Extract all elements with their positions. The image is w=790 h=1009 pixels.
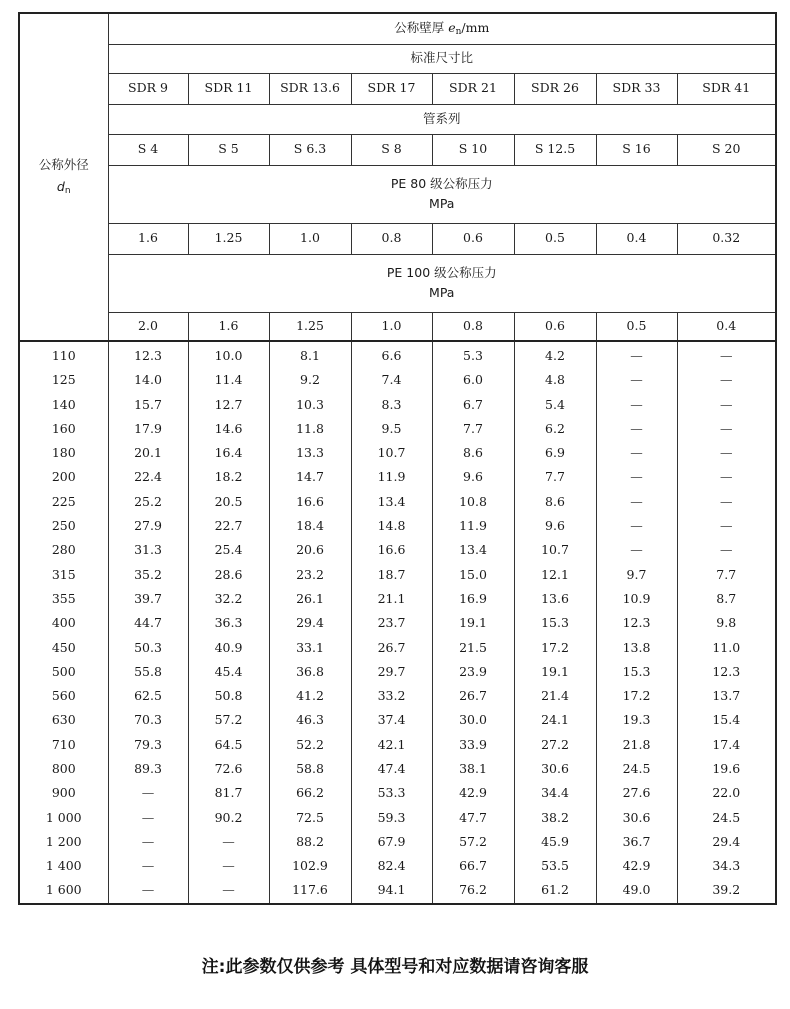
wall-thickness-cell: 5.4 (514, 393, 596, 417)
table-row (19, 708, 776, 732)
wall-thickness-cell: 29.4 (677, 830, 776, 854)
wall-thickness-cell: 20.6 (269, 538, 351, 562)
wall-thickness-cell: 42.1 (351, 733, 432, 757)
wall-thickness-cell: 6.2 (514, 417, 596, 441)
wall-thickness-cell: 23.9 (432, 660, 514, 684)
wall-thickness-cell: 58.8 (269, 757, 351, 781)
wall-thickness-cell: 72.6 (188, 757, 269, 781)
wall-thickness-cell: — (108, 830, 188, 854)
table-row (19, 490, 776, 514)
wall-thickness-cell: 57.2 (432, 830, 514, 854)
table-row (19, 879, 776, 904)
wall-thickness-cell: — (677, 490, 776, 514)
wall-thickness-cell: 10.3 (269, 393, 351, 417)
wall-thickness-cell: 6.9 (514, 441, 596, 465)
wall-thickness-cell: 13.7 (677, 684, 776, 708)
wall-thickness-cell: 21.1 (351, 587, 432, 611)
wall-thickness-cell: — (596, 368, 677, 392)
wall-thickness-cell: 22.4 (108, 465, 188, 489)
pe100-cell-2: 1.6 (188, 312, 269, 341)
wall-thickness-cell: 8.7 (677, 587, 776, 611)
dn-cell: 1 600 (19, 879, 108, 904)
sdr-cell-7: SDR 33 (596, 73, 677, 104)
wall-thickness-cell: 24.5 (677, 806, 776, 830)
series-cell-6: S 12.5 (514, 134, 596, 165)
wall-thickness-cell: 15.3 (596, 660, 677, 684)
wall-thickness-cell: 7.7 (432, 417, 514, 441)
dn-cell: 250 (19, 514, 108, 538)
wall-thickness-cell: 25.2 (108, 490, 188, 514)
wall-thickness-cell: 10.7 (514, 538, 596, 562)
dn-cell: 1 400 (19, 854, 108, 878)
sdr-cell-3: SDR 13.6 (269, 73, 351, 104)
table-row (19, 733, 776, 757)
pe100-cell-8: 0.4 (677, 312, 776, 341)
wall-thickness-cell: 9.6 (514, 514, 596, 538)
wall-thickness-cell: 9.6 (432, 465, 514, 489)
wall-thickness-cell: 90.2 (188, 806, 269, 830)
wall-thickness-cell: — (677, 341, 776, 368)
wall-thickness-cell: 26.7 (351, 636, 432, 660)
wall-thickness-cell: 26.7 (432, 684, 514, 708)
dn-cell: 125 (19, 368, 108, 392)
wall-thickness-cell: 8.6 (432, 441, 514, 465)
wall-thickness-cell: 37.4 (351, 708, 432, 732)
wall-thickness-cell: 27.2 (514, 733, 596, 757)
dn-cell: 400 (19, 611, 108, 635)
table-row (19, 611, 776, 635)
wall-thickness-cell: 61.2 (514, 879, 596, 904)
dn-cell: 180 (19, 441, 108, 465)
wall-thickness-cell: 81.7 (188, 781, 269, 805)
wall-thickness-cell: 18.2 (188, 465, 269, 489)
wall-thickness-cell: 10.8 (432, 490, 514, 514)
pe-pipe-spec-table (18, 12, 777, 905)
wall-thickness-cell: 62.5 (108, 684, 188, 708)
wall-thickness-cell: 30.0 (432, 708, 514, 732)
pe80-cell-6: 0.5 (514, 223, 596, 254)
wall-thickness-cell: — (677, 417, 776, 441)
wall-thickness-cell: 20.5 (188, 490, 269, 514)
wall-thickness-cell: — (188, 830, 269, 854)
wall-thickness-cell: 11.9 (351, 465, 432, 489)
table-row (19, 393, 776, 417)
wall-thickness-cell: 39.2 (677, 879, 776, 904)
series-cell-3: S 6.3 (269, 134, 351, 165)
wall-thickness-cell: 88.2 (269, 830, 351, 854)
wall-thickness-cell: — (596, 490, 677, 514)
wall-thickness-cell: 89.3 (108, 757, 188, 781)
wall-thickness-cell: 46.3 (269, 708, 351, 732)
wall-thickness-cell: — (596, 514, 677, 538)
pe80-cell-2: 1.25 (188, 223, 269, 254)
wall-thickness-cell: 64.5 (188, 733, 269, 757)
wall-thickness-cell: 72.5 (269, 806, 351, 830)
series-cell-7: S 16 (596, 134, 677, 165)
wall-thickness-cell: — (108, 806, 188, 830)
dn-cell: 630 (19, 708, 108, 732)
wall-thickness-cell: 19.3 (596, 708, 677, 732)
wall-thickness-cell: 14.7 (269, 465, 351, 489)
wall-thickness-cell: — (596, 441, 677, 465)
pe100-cell-4: 1.0 (351, 312, 432, 341)
table-row (19, 806, 776, 830)
wall-thickness-cell: — (677, 393, 776, 417)
table-row (19, 781, 776, 805)
table-row (19, 368, 776, 392)
wall-thickness-cell: — (596, 341, 677, 368)
wall-thickness-cell: 9.2 (269, 368, 351, 392)
wall-thickness-cell: — (108, 879, 188, 904)
pe80-cell-8: 0.32 (677, 223, 776, 254)
dn-cell: 200 (19, 465, 108, 489)
wall-thickness-cell: 34.4 (514, 781, 596, 805)
table-row (19, 684, 776, 708)
wall-thickness-cell: 15.0 (432, 563, 514, 587)
wall-thickness-cell: 17.2 (596, 684, 677, 708)
table-row (19, 854, 776, 878)
wall-thickness-cell: 12.1 (514, 563, 596, 587)
wall-thickness-cell: 22.7 (188, 514, 269, 538)
wall-thickness-cell: 45.9 (514, 830, 596, 854)
pe100-cell-5: 0.8 (432, 312, 514, 341)
wall-thickness-cell: 17.2 (514, 636, 596, 660)
wall-thickness-cell: 27.9 (108, 514, 188, 538)
wall-thickness-cell: 41.2 (269, 684, 351, 708)
wall-thickness-cell: 14.6 (188, 417, 269, 441)
wall-thickness-cell: 12.3 (108, 341, 188, 368)
wall-thickness-cell: 10.9 (596, 587, 677, 611)
pe80-cell-5: 0.6 (432, 223, 514, 254)
series-cell-1: S 4 (108, 134, 188, 165)
wall-thickness-cell: 49.0 (596, 879, 677, 904)
wall-thickness-cell: 9.7 (596, 563, 677, 587)
wall-thickness-cell: 6.7 (432, 393, 514, 417)
wall-thickness-cell: 24.1 (514, 708, 596, 732)
wall-thickness-cell: 32.2 (188, 587, 269, 611)
wall-thickness-cell: 57.2 (188, 708, 269, 732)
nominal-wall-thickness-header: 公称壁厚 $e_n/mm$ (108, 13, 776, 44)
dn-cell: 355 (19, 587, 108, 611)
pe100-pressure-header: PE 100 级公称压力 MPa (108, 254, 776, 312)
wall-thickness-cell: 52.2 (269, 733, 351, 757)
table-row (19, 587, 776, 611)
wall-thickness-cell: 12.7 (188, 393, 269, 417)
wall-thickness-cell: 39.7 (108, 587, 188, 611)
dn-cell: 225 (19, 490, 108, 514)
wall-thickness-cell: 67.9 (351, 830, 432, 854)
wall-thickness-cell: 44.7 (108, 611, 188, 635)
table-row (19, 830, 776, 854)
wall-thickness-cell: 70.3 (108, 708, 188, 732)
pe80-cell-1: 1.6 (108, 223, 188, 254)
series-cell-5: S 10 (432, 134, 514, 165)
wall-thickness-cell: 29.7 (351, 660, 432, 684)
sdr-cell-5: SDR 21 (432, 73, 514, 104)
dn-cell: 160 (19, 417, 108, 441)
wall-thickness-cell: 16.6 (351, 538, 432, 562)
wall-thickness-cell: 30.6 (596, 806, 677, 830)
wall-thickness-cell: — (677, 514, 776, 538)
wall-thickness-cell: 42.9 (596, 854, 677, 878)
wall-thickness-cell: 50.8 (188, 684, 269, 708)
wall-thickness-cell: 26.1 (269, 587, 351, 611)
wall-thickness-cell: 33.1 (269, 636, 351, 660)
wall-thickness-cell: 21.8 (596, 733, 677, 757)
wall-thickness-cell: 16.4 (188, 441, 269, 465)
table-row (19, 538, 776, 562)
wall-thickness-cell: 27.6 (596, 781, 677, 805)
series-cell-4: S 8 (351, 134, 432, 165)
table-row (19, 757, 776, 781)
dn-cell: 900 (19, 781, 108, 805)
wall-thickness-cell: 8.3 (351, 393, 432, 417)
wall-thickness-cell: 7.7 (514, 465, 596, 489)
wall-thickness-cell: 47.7 (432, 806, 514, 830)
wall-thickness-cell: 15.7 (108, 393, 188, 417)
pe100-cell-7: 0.5 (596, 312, 677, 341)
wall-thickness-cell: 66.2 (269, 781, 351, 805)
wall-thickness-cell: 6.0 (432, 368, 514, 392)
wall-thickness-cell: 9.8 (677, 611, 776, 635)
wall-thickness-cell: 16.9 (432, 587, 514, 611)
table-row (19, 660, 776, 684)
wall-thickness-cell: 66.7 (432, 854, 514, 878)
wall-thickness-cell: 23.7 (351, 611, 432, 635)
wall-thickness-cell: — (596, 538, 677, 562)
wall-thickness-cell: 14.8 (351, 514, 432, 538)
wall-thickness-cell: 12.3 (677, 660, 776, 684)
wall-thickness-cell: 15.3 (514, 611, 596, 635)
wall-thickness-cell: 13.3 (269, 441, 351, 465)
wall-thickness-cell: 19.1 (432, 611, 514, 635)
wall-thickness-cell: 6.6 (351, 341, 432, 368)
wall-thickness-cell: 15.4 (677, 708, 776, 732)
wall-thickness-cell: 76.2 (432, 879, 514, 904)
wall-thickness-cell: 11.9 (432, 514, 514, 538)
wall-thickness-cell: 34.3 (677, 854, 776, 878)
dn-cell: 315 (19, 563, 108, 587)
wall-thickness-cell: 17.4 (677, 733, 776, 757)
series-cell-2: S 5 (188, 134, 269, 165)
wall-thickness-cell: — (677, 441, 776, 465)
wall-thickness-cell: 8.6 (514, 490, 596, 514)
wall-thickness-cell: 10.7 (351, 441, 432, 465)
wall-thickness-cell: 11.8 (269, 417, 351, 441)
wall-thickness-cell: 31.3 (108, 538, 188, 562)
wall-thickness-cell: — (596, 393, 677, 417)
series-cell-8: S 20 (677, 134, 776, 165)
wall-thickness-cell: 22.0 (677, 781, 776, 805)
table-row (19, 341, 776, 368)
wall-thickness-cell: 20.1 (108, 441, 188, 465)
wall-thickness-cell: 13.4 (351, 490, 432, 514)
wall-thickness-cell: 13.4 (432, 538, 514, 562)
wall-thickness-cell: 25.4 (188, 538, 269, 562)
wall-thickness-cell: 79.3 (108, 733, 188, 757)
wall-thickness-cell: 47.4 (351, 757, 432, 781)
wall-thickness-cell: 38.1 (432, 757, 514, 781)
pe100-cell-3: 1.25 (269, 312, 351, 341)
sdr-cell-6: SDR 26 (514, 73, 596, 104)
wall-thickness-cell: 10.0 (188, 341, 269, 368)
wall-thickness-cell: 18.4 (269, 514, 351, 538)
pe100-cell-6: 0.6 (514, 312, 596, 341)
wall-thickness-cell: 117.6 (269, 879, 351, 904)
table-row (19, 465, 776, 489)
wall-thickness-cell: 13.6 (514, 587, 596, 611)
wall-thickness-cell: — (677, 368, 776, 392)
wall-thickness-cell: 17.9 (108, 417, 188, 441)
wall-thickness-cell: 50.3 (108, 636, 188, 660)
nominal-outer-diameter-header: 公称外径 $d_n$ (19, 13, 108, 341)
wall-thickness-cell: 24.5 (596, 757, 677, 781)
wall-thickness-cell: 16.6 (269, 490, 351, 514)
wall-thickness-cell: — (677, 465, 776, 489)
wall-thickness-cell: 45.4 (188, 660, 269, 684)
wall-thickness-cell: 13.8 (596, 636, 677, 660)
sdr-cell-1: SDR 9 (108, 73, 188, 104)
wall-thickness-cell: 36.8 (269, 660, 351, 684)
dn-cell: 800 (19, 757, 108, 781)
wall-thickness-cell: — (188, 854, 269, 878)
wall-thickness-cell: 18.7 (351, 563, 432, 587)
wall-thickness-cell: 38.2 (514, 806, 596, 830)
wall-thickness-cell: 33.2 (351, 684, 432, 708)
table-row (19, 563, 776, 587)
wall-thickness-cell: 59.3 (351, 806, 432, 830)
wall-thickness-cell: 82.4 (351, 854, 432, 878)
wall-thickness-cell: 35.2 (108, 563, 188, 587)
dn-cell: 710 (19, 733, 108, 757)
wall-thickness-cell: 40.9 (188, 636, 269, 660)
wall-thickness-cell: — (108, 781, 188, 805)
wall-thickness-cell: — (677, 538, 776, 562)
wall-thickness-cell: 11.4 (188, 368, 269, 392)
dn-cell: 140 (19, 393, 108, 417)
dn-cell: 500 (19, 660, 108, 684)
wall-thickness-cell: 33.9 (432, 733, 514, 757)
wall-thickness-cell: — (596, 417, 677, 441)
table-row (19, 441, 776, 465)
dn-cell: 1 200 (19, 830, 108, 854)
wall-thickness-cell: 4.8 (514, 368, 596, 392)
wall-thickness-cell: 28.6 (188, 563, 269, 587)
wall-thickness-cell: 11.0 (677, 636, 776, 660)
wall-thickness-cell: 5.3 (432, 341, 514, 368)
pe100-cell-1: 2.0 (108, 312, 188, 341)
wall-thickness-cell: 21.5 (432, 636, 514, 660)
wall-thickness-cell: 55.8 (108, 660, 188, 684)
dn-cell: 1 000 (19, 806, 108, 830)
table-row (19, 417, 776, 441)
sdr-cell-8: SDR 41 (677, 73, 776, 104)
wall-thickness-cell: 12.3 (596, 611, 677, 635)
wall-thickness-cell: 4.2 (514, 341, 596, 368)
dn-cell: 110 (19, 341, 108, 368)
wall-thickness-cell: 42.9 (432, 781, 514, 805)
wall-thickness-cell: 7.4 (351, 368, 432, 392)
wall-thickness-cell: 53.5 (514, 854, 596, 878)
wall-thickness-cell: — (596, 465, 677, 489)
wall-thickness-cell: 19.6 (677, 757, 776, 781)
sdr-cell-2: SDR 11 (188, 73, 269, 104)
sdr-header: 标准尺寸比 (108, 44, 776, 73)
wall-thickness-cell: 8.1 (269, 341, 351, 368)
wall-thickness-cell: 9.5 (351, 417, 432, 441)
wall-thickness-cell: 29.4 (269, 611, 351, 635)
pe80-cell-3: 1.0 (269, 223, 351, 254)
wall-thickness-cell: 36.3 (188, 611, 269, 635)
wall-thickness-cell: 30.6 (514, 757, 596, 781)
wall-thickness-cell: 21.4 (514, 684, 596, 708)
dn-cell: 560 (19, 684, 108, 708)
wall-thickness-cell: 53.3 (351, 781, 432, 805)
wall-thickness-cell: 102.9 (269, 854, 351, 878)
wall-thickness-cell: — (188, 879, 269, 904)
sdr-cell-4: SDR 17 (351, 73, 432, 104)
pe80-pressure-header: PE 80 级公称压力 MPa (108, 165, 776, 223)
wall-thickness-cell: 14.0 (108, 368, 188, 392)
pipe-series-header: 管系列 (108, 104, 776, 134)
table-row (19, 514, 776, 538)
wall-thickness-cell: 36.7 (596, 830, 677, 854)
wall-thickness-cell: 94.1 (351, 879, 432, 904)
wall-thickness-cell: — (108, 854, 188, 878)
table-row (19, 636, 776, 660)
pe80-cell-7: 0.4 (596, 223, 677, 254)
wall-thickness-cell: 19.1 (514, 660, 596, 684)
dn-cell: 280 (19, 538, 108, 562)
disclaimer-note: 注:此参数仅供参考 具体型号和对应数据请咨询客服 (201, 957, 589, 977)
dn-cell: 450 (19, 636, 108, 660)
pe80-cell-4: 0.8 (351, 223, 432, 254)
wall-thickness-cell: 7.7 (677, 563, 776, 587)
wall-thickness-cell: 23.2 (269, 563, 351, 587)
